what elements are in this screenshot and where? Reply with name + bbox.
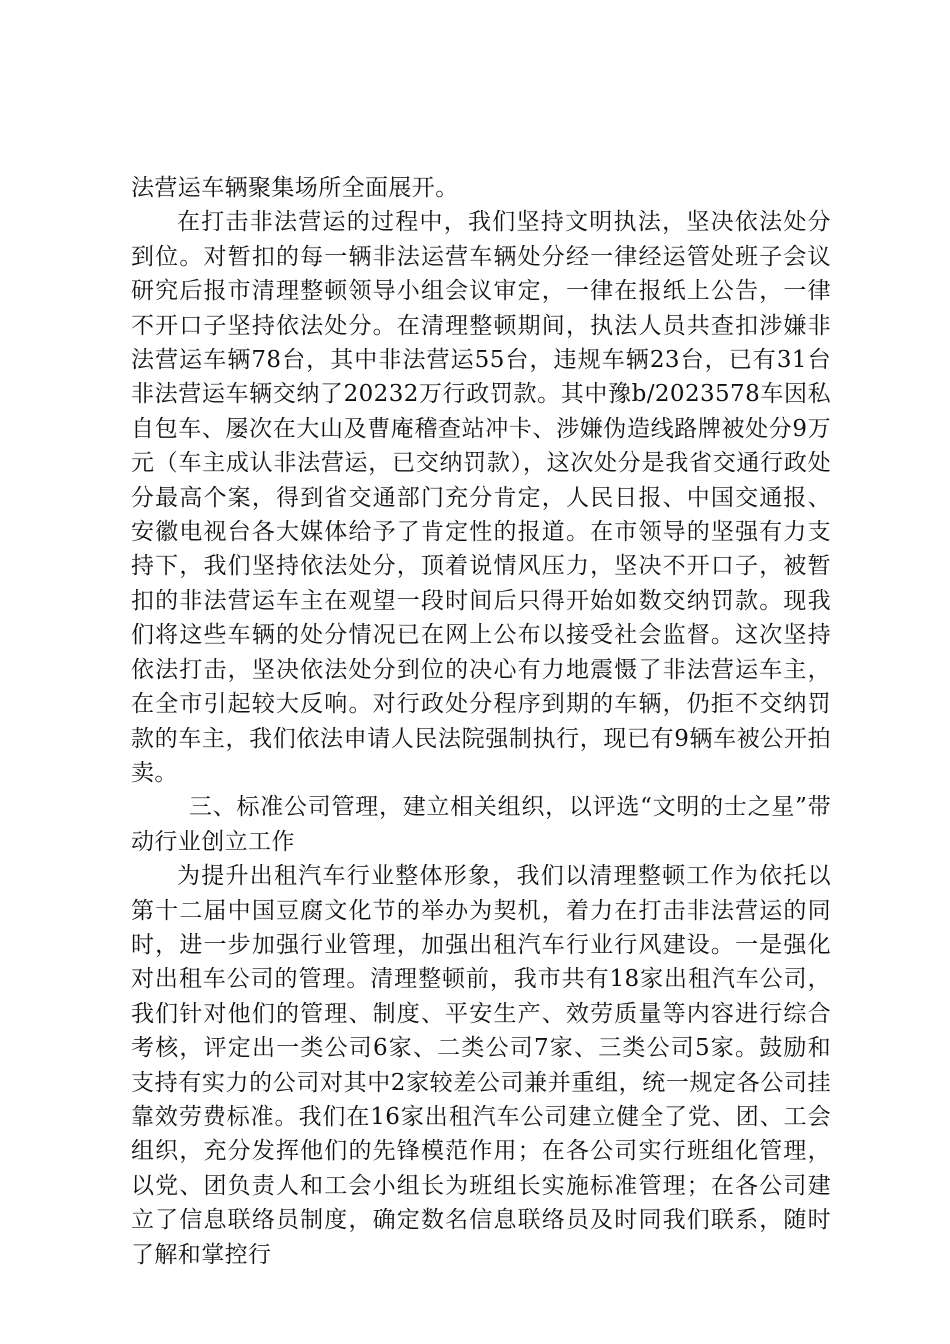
paragraph-continuation: 法营运车辆聚集场所全面展开。 <box>131 175 459 201</box>
section-heading-three: 三、标准公司管理，建立相关组织，以评选“文明的士之星”带动行业创立工作 <box>131 794 831 855</box>
paragraph-enforcement: 在打击非法营运的过程中，我们坚持文明执法，坚决依法处分到位。对暂扣的每一辆非法运营车辆处分经一律经运管处班子会议研究后报市清理整顿领导小组会议审定，一律在报纸上公告，一律不开口子坚持依法处分。在清理整顿期间，执法人员共查扣涉嫌非法营运车辆78台，其中非法营运55台，违规车辆23台，已有31台非法营运车辆交纳了20232万行政罚款。其中豫b/2023578车因私自包车、屡次在大山及曹庵稽查站冲卡、涉嫌伪造线路牌被处分9万元（车主成认非法营运，已交纳罚款），这次处分是我省交通行政处分最高个案，得到省交通部门充分肯定，人民日报、中国交通报、安徽电视台各大媒体给予了肯定性的报道。在市领导的坚强有力支持下，我们坚持依法处分，顶着说情风压力，坚决不开口子，被暂扣的非法营运车主在观望一段时间后只得开始如数交纳罚款。现我们将这些车辆的处分情况已在网上公布以接受社会监督。这次坚持依法打击，坚决依法处分到位的决心有力地震慑了非法营运车主，在全市引起较大反响。对行政处分程序到期的车辆，仍拒不交纳罚款的车主，我们依法申请人民法院强制执行，现已有9辆车被公开拍卖。 <box>131 209 831 786</box>
paragraph-company-management: 为提升出租汽车行业整体形象，我们以清理整顿工作为依托以第十二届中国豆腐文化节的举办为契机，着力在打击非法营运的同时，进一步加强行业管理，加强出租汽车行业行风建设。一是强化对出租车公司的管理。清理整顿前，我市共有18家出租汽车公司，我们针对他们的管理、制度、平安生产、效劳质量等内容进行综合考核，评定出一类公司6家、二类公司7家、三类公司5家。鼓励和支持有实力的公司对其中2家较差公司兼并重组，统一规定各公司挂靠效劳费标准。我们在16家出租汽车公司建立健全了党、团、工会组织，充分发挥他们的先锋模范作用；在各公司实行班组化管理，以党、团负责人和工会小组长为班组长实施标准管理；在各公司建立了信息联络员制度，确定数名信息联络员及时同我们联系，随时了解和掌控行 <box>131 863 831 1268</box>
document-body <box>131 171 831 1272</box>
